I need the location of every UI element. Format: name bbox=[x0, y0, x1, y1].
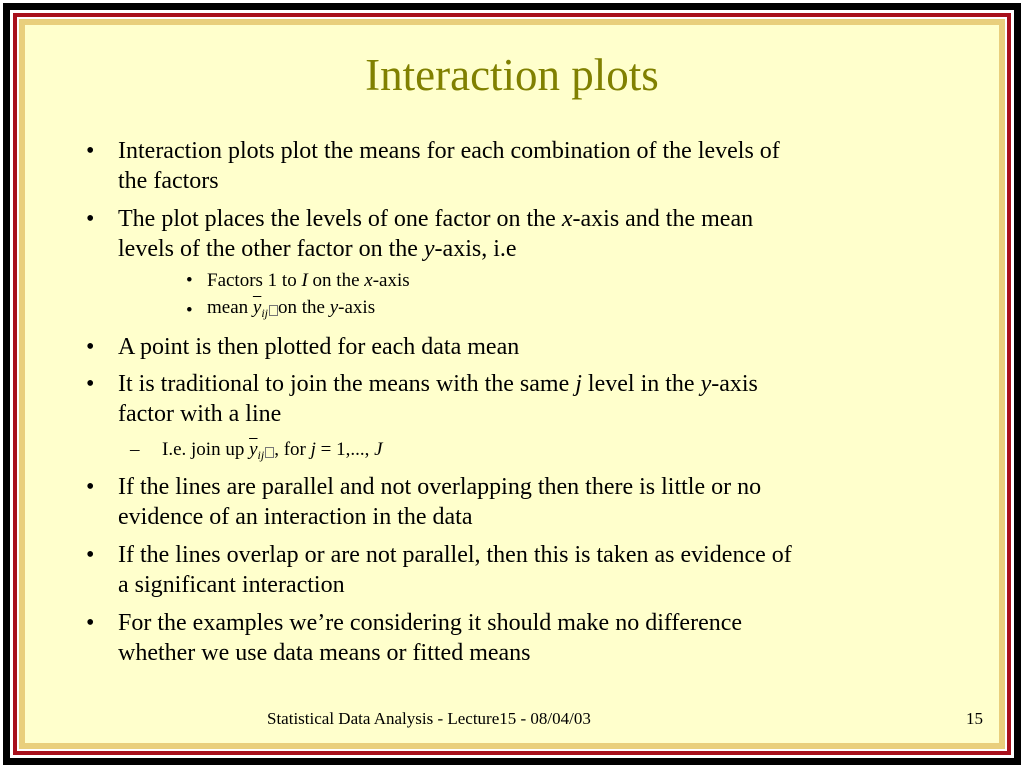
bullet-marker: • bbox=[86, 138, 95, 164]
dash-marker: – bbox=[130, 439, 140, 460]
bullet-7-line-2: whether we use data means or fitted means bbox=[118, 640, 531, 666]
bullet-4-line-2: factor with a line bbox=[118, 401, 282, 427]
placeholder-glyph-box bbox=[265, 447, 274, 458]
y-bar-symbol: $\overline{y}$ bbox=[249, 439, 258, 460]
bullet-6-line-2: a significant interaction bbox=[118, 572, 345, 598]
bullet-5-line-1: If the lines are parallel and not overlapping then there is little or no bbox=[118, 474, 762, 500]
bullet-marker: • bbox=[86, 542, 95, 568]
bullet-marker: • bbox=[86, 334, 95, 360]
sub-bullet-2: mean $\overline{y}_{ij}$ on the y-axis bbox=[207, 297, 376, 320]
slide-title: Interaction plots bbox=[365, 50, 659, 100]
bullet-2-line-1: The plot places the levels of one factor on the x-axis and the mean bbox=[118, 206, 754, 232]
page-number: 15 bbox=[966, 709, 983, 728]
dash-item: I.e. join up $\overline{y}_{ij}$ , for j = 1,..., J bbox=[162, 439, 383, 462]
y-bar-symbol: $\overline{y}$ bbox=[252, 297, 262, 318]
bullet-5-line-2: evidence of an interaction in the data bbox=[118, 504, 473, 530]
bullet-marker: • bbox=[86, 610, 95, 636]
sub-bullet-marker: • bbox=[186, 300, 193, 321]
bullet-4-line-1: It is traditional to join the means with the same j level in the y-axis bbox=[118, 371, 758, 397]
bullet-6-line-1: If the lines overlap or are not parallel, then this is taken as evidence of bbox=[118, 542, 792, 568]
bullet-marker: • bbox=[86, 371, 95, 397]
sub-bullet-marker: • bbox=[186, 270, 193, 291]
bullet-marker: • bbox=[86, 206, 95, 232]
bullet-7-line-1: For the examples we’re considering it should make no difference bbox=[118, 610, 743, 636]
bullet-3-line-1: A point is then plotted for each data mean bbox=[118, 334, 520, 360]
bullet-1-line-1: Interaction plots plot the means for each combination of the levels of bbox=[118, 138, 780, 164]
footer-text: Statistical Data Analysis - Lecture15 - 08/04/03 bbox=[267, 709, 591, 728]
bullet-1-line-2: the factors bbox=[118, 168, 219, 194]
sub-bullet-1: Factors 1 to I on the x-axis bbox=[207, 270, 410, 291]
bullet-marker: • bbox=[86, 474, 95, 500]
bullet-2-line-2: levels of the other factor on the y-axis, i.e bbox=[118, 236, 517, 262]
placeholder-glyph-box bbox=[269, 305, 278, 316]
